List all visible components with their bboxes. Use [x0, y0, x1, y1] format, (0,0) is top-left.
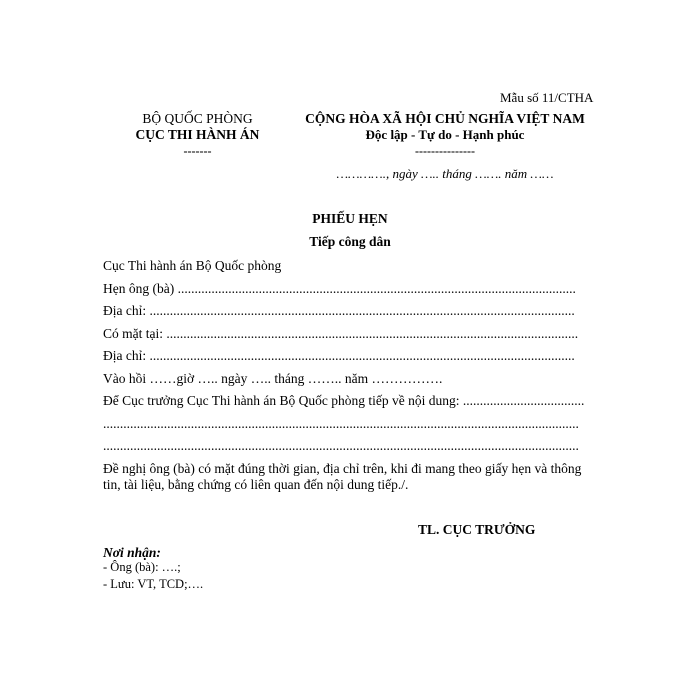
- ministry-name: BỘ QUỐC PHÒNG: [142, 111, 253, 126]
- issuer-line: Cục Thi hành án Bộ Quốc phòng: [103, 258, 282, 273]
- document-title: PHIẾU HẸN: [312, 211, 388, 226]
- recipient-item: - Lưu: VT, TCD;….: [103, 577, 204, 591]
- department-name: CỤC THI HÀNH ÁN: [135, 127, 260, 142]
- body-line: Hẹn ông (bà) ......................................................................................................................: [103, 281, 576, 296]
- body-line: Để Cục trưởng Cục Thi hành án Bộ Quốc phòng tiếp về nội dung: ....................................: [103, 393, 585, 408]
- body-line: Vào hồi ……giờ ….. ngày ….. tháng …….. năm …………….: [103, 371, 443, 386]
- date-line: …………., ngày ….. tháng ……. năm ……: [336, 166, 554, 181]
- signature-title: TL. CỤC TRƯỞNG: [418, 522, 536, 537]
- header-left-divider: -------: [183, 144, 212, 158]
- body-line: Địa chỉ: ..............................................................................................................................: [103, 348, 575, 363]
- body-line: .............................................................................................................................................: [103, 438, 579, 453]
- form-code: Mẫu số 11/CTHA: [500, 90, 594, 105]
- recipients-heading: Nơi nhận:: [103, 545, 161, 560]
- body-line: Có mặt tại: ..........................................................................................................................: [103, 326, 579, 341]
- header-left: [120, 111, 275, 159]
- body-line: .............................................................................................................................................: [103, 416, 579, 431]
- country-name: CỘNG HÒA XÃ HỘI CHỦ NGHĨA VIỆT NAM: [305, 111, 585, 126]
- recipient-item: - Ông (bà): ….;: [103, 560, 181, 574]
- national-motto: Độc lập - Tự do - Hạnh phúc: [365, 127, 525, 142]
- header-right-divider: ---------------: [415, 144, 475, 158]
- request-text-2: tin, tài liệu, bằng chứng có liên quan đến nội dung tiếp./.: [103, 477, 409, 492]
- request-text-1: Đề nghị ông (bà) có mặt đúng thời gian, địa chỉ trên, khi đi mang theo giấy hẹn và thông: [103, 461, 582, 476]
- body-line: Địa chỉ: ..............................................................................................................................: [103, 303, 575, 318]
- document-subtitle: Tiếp công dân: [309, 234, 391, 249]
- header-right: [290, 111, 600, 182]
